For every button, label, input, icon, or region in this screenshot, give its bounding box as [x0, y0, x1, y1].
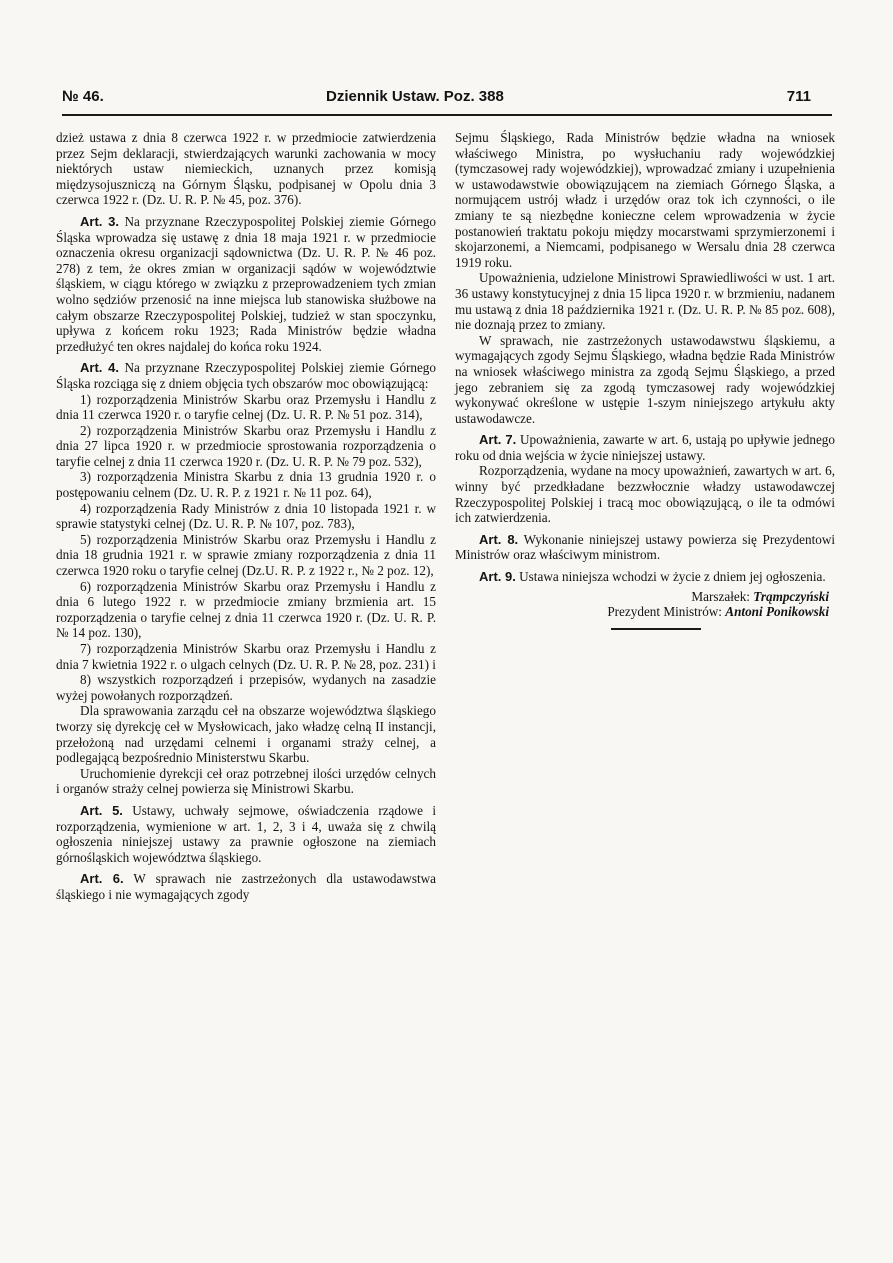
article-5-label: Art. 5. [80, 802, 123, 818]
authorization-paragraph: Upoważnienia, udzielone Ministrowi Sprawiedliwości w ust. 1 art. 36 ustawy konstytucyjnej z dnia 15 lipca 1920 r. w brzmieniu, nadanem mu ustawą z dnia 18 października 1921 r. (Dz. U. R. P. № 85 poz. 608), nie doznają przez to zmiany. [455, 270, 835, 333]
article-3 [56, 214, 436, 354]
marshal-label: Marszałek: [691, 588, 750, 604]
article-4-text: Na przyznane Rzeczypospolitej Polskiej ziemie Górnego Śląska rozciąga się z dniem objęcia tych obszarów moc obowiązującą: [56, 360, 436, 391]
end-rule [611, 628, 701, 630]
matters-paragraph: W sprawach, nie zastrzeżonych ustawodawstwu śląskiemu, a wymagających zgody Sejmu Śląskiego, władna będzie Rada Ministrów na wniosek właściwego ministra za zgodą Sejmu Śląskiego, a przed jego zebraniem się za zgodą tymczasowej rady wojewódzkiej wykonywać określone w ustępie 1-szym niniejszego artykułu akty ustawodawcze. [455, 332, 835, 426]
list-item: 6) rozporządzenia Ministrów Skarbu oraz Przemysłu i Handlu z dnia 6 lutego 1922 r. w przedmiocie zmiany brzmienia art. 15 rozporządzenia o taryfie celnej z dnia 11 czerwca 1920 r. (Dz. U. R. P. № 14 poz. 130), [56, 578, 436, 641]
signature-prime-minister [455, 604, 835, 620]
page-header [62, 86, 841, 110]
marshal-name: Trąmpczyński [753, 588, 829, 604]
prime-minister-label: Prezydent Ministrów: [607, 604, 722, 620]
article-4-label: Art. 4. [80, 360, 120, 376]
continued-paragraph: dzież ustawa z dnia 8 czerwca 1922 r. w przedmiocie zatwierdzenia przez Sejm deklaracji, stwierdzających warunki zachowania w mocy niektórych ustaw niemieckich, uznanych przez komisją międzysojuszniczą na Górnym Śląsku, podpisanej w Opolu dnia 3 czerwca 1922 r. (Dz. U. R. P. № 45, poz. 376). [56, 130, 436, 208]
article-5 [56, 803, 436, 865]
regulations-paragraph: Rozporządzenia, wydane na mocy upoważnień, zawartych w art. 6, winny być przedkładane bezzwłocznie władzy ustawodawczej Rzeczypospolitej Polskiej i tracą moc obowiązującą, o ile ta odmówi ich zatwierdzenia. [455, 463, 835, 526]
list-item: 7) rozporządzenia Ministrów Skarbu oraz Przemysłu i Handlu z dnia 7 kwietnia 1922 r. o ulgach celnych (Dz. U. R. P. № 28, poz. 231) i [56, 641, 436, 672]
list-item: 3) rozporządzenia Ministra Skarbu z dnia 13 grudnia 1920 r. o postępowaniu celnem (Dz. U. R. P. z 1921 r. № 11 poz. 64), [56, 469, 436, 501]
prime-minister-name: Antoni Ponikowski [725, 604, 829, 620]
article-6-label: Art. 6. [80, 871, 124, 887]
article-6 [56, 871, 436, 902]
article-5-text: Ustawy, uchwały sejmowe, oświadczenia rządowe i rozporządzenia, wymienione w art. 1, 2, 3 i 4, uważa się z chwilą ogłoszenia niniejszej ustawy za prawnie ogłoszone na ziemiach górnośląskich województwa śląskiego. [56, 802, 436, 865]
customs-directorate-paragraph: Dla sprawowania zarządu ceł na obszarze województwa śląskiego tworzy się dyrekcję ceł w Mysłowicach, jako władzę celną II instancji, przełożoną nad urzędami celnemi i organami straży celnej, a podlegającą bezpośrednio Ministerstwu Skarbu. [56, 703, 436, 766]
list-item: 4) rozporządzenia Rady Ministrów z dnia 10 listopada 1921 r. w sprawie statystyki celnej (Dz. U. R. P. № 107, poz. 783), [56, 500, 436, 532]
article-3-label: Art. 3. [80, 213, 120, 229]
article-9-text: Ustawa niniejsza wchodzi w życie z dniem jej ogłoszenia. [519, 569, 826, 585]
article-7 [455, 432, 835, 463]
issue-number: № 46. [62, 88, 104, 105]
list-item: 2) rozporządzenia Ministrów Skarbu oraz Przemysłu i Handlu z dnia 27 lipca 1920 r. w przedmiocie sprostowania rozporządzenia o taryfie celnej z dnia 11 czerwca 1920 r. (Dz. U. R. P. № 79 poz. 532), [56, 422, 436, 469]
article-9 [455, 569, 835, 585]
signature-marshal [455, 589, 835, 605]
list-item: 8) wszystkich rozporządzeń i przepisów, wydanych na zasadzie wyżej powołanych rozporządzeń. [56, 672, 436, 703]
article-8-label: Art. 8. [479, 531, 519, 547]
article-8 [455, 532, 835, 563]
continued-paragraph: Sejmu Śląskiego, Rada Ministrów będzie władna na wniosek właściwego Ministra, po wysłuchaniu rady wojewódzkiej (tymczasowej rady wojewódzkiej), wprowadzać zmiany i uzupełnienia w ustawodawstwie obowiązującem na ziemiach Górnego Śląska, a normującem ustrój władz i urzędów oraz tok ich czynności, o ile zmiany te są niezbędne konieczne celem wprowadzenia w życie postanowień traktatu pokoju między mocarstwami sprzymierzonemi i skojarzonemi, a Niemcami, podpisanego w Wersalu dnia 28 czerwca 1919 roku. [455, 130, 835, 270]
article-4 [56, 360, 436, 391]
article-3-text: Na przyznane Rzeczypospolitej Polskiej ziemie Górnego Śląska wprowadza się ustawę z dnia 18 maja 1921 r. w przedmiocie oznaczenia okresu organizacji sądownictwa (Dz. U. R. P. № 46 poz. 278) z tem, że okres zmian w organizacji sądów w województwie śląskiem, w ciągu którego w związku z przeprowadzeniem tych zmian wolno sędziów przenosić na inne miejsca lub stanowiska służbowe na całym obszarze Rzeczypospolitej Polskiej, tudzież w stan spoczynku, upływa z końcem roku 1923; Rada Ministrów będzie władna przedłużyć ten okres najdalej do końca roku 1924. [56, 213, 436, 354]
right-column [455, 130, 835, 630]
launch-paragraph: Uruchomienie dyrekcji ceł oraz potrzebnej ilości urzędów celnych i organów straży celnej powierza się Ministrowi Skarbu. [56, 765, 436, 797]
article-7-label: Art. 7. [479, 432, 517, 448]
list-item: 1) rozporządzenia Ministrów Skarbu oraz Przemysłu i Handlu z dnia 11 czerwca 1920 r. o taryfie celnej (Dz. U. R. P. № 51 poz. 314), [56, 391, 436, 423]
header-rule [62, 114, 832, 116]
page-number: 711 [786, 88, 811, 105]
article-9-label: Art. 9. [479, 569, 516, 585]
left-column [56, 130, 436, 903]
article-8-text: Wykonanie niniejszej ustawy powierza się Prezydentowi Ministrów oraz właściwym ministrom. [455, 531, 836, 563]
article-6-text: W sprawach nie zastrzeżonych dla ustawodawstwa śląskiego i nie wymagających zgody [56, 871, 437, 902]
list-item: 5) rozporządzenia Ministrów Skarbu oraz Przemysłu i Handlu z dnia 18 grudnia 1921 r. w sprawie zmiany rozporządzenia z dnia 11 czerwca 1920 roku o taryfie celnej (Dz.U. R. P. z 1922 r., № 2 poz. 12), [56, 531, 436, 579]
article-7-text: Upoważnienia, zawarte w art. 6, ustają po upływie jednego roku od dnia wejścia w życie niniejszej ustawy. [455, 432, 835, 463]
journal-title: Dziennik Ustaw. Poz. 388 [326, 88, 504, 105]
